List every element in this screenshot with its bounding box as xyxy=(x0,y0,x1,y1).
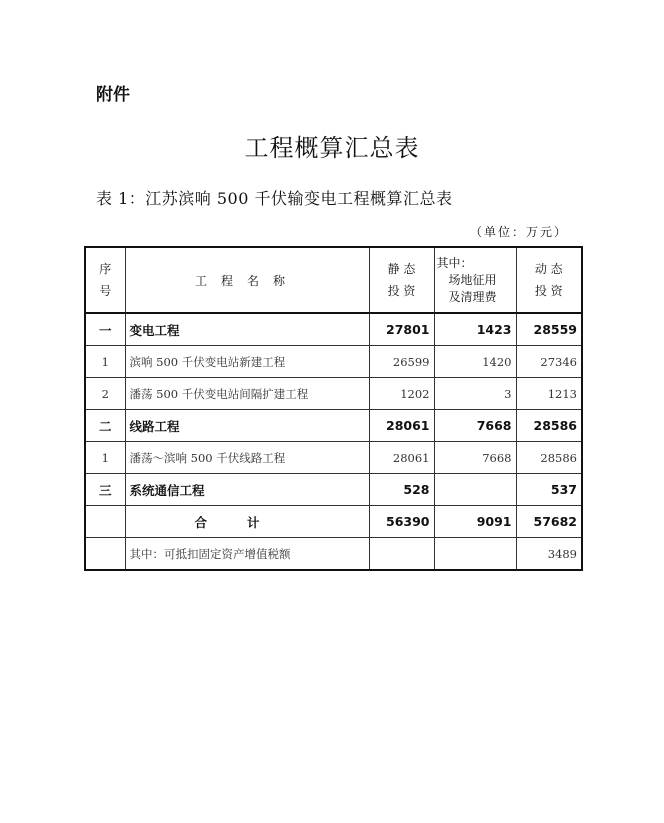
header-seq-line1: 序 xyxy=(99,262,112,276)
header-static xyxy=(369,247,434,313)
total-seq-empty xyxy=(85,506,125,538)
row-seq: 三 xyxy=(85,474,125,506)
row-seq: 1 xyxy=(85,346,125,378)
row-seq: 二 xyxy=(85,410,125,442)
header-land-fee-line1: 其中： xyxy=(436,255,473,270)
table-header-row xyxy=(85,247,582,313)
row-land-fee: 7668 xyxy=(434,410,516,442)
row-name: 潘荡～滨响 500 千伏线路工程 xyxy=(125,442,369,474)
row-dynamic: 28586 xyxy=(516,442,582,474)
total-land-fee: 9091 xyxy=(434,506,516,538)
row-seq: 一 xyxy=(85,313,125,346)
row-static: 28061 xyxy=(369,442,434,474)
row-dynamic: 27346 xyxy=(516,346,582,378)
table-row xyxy=(85,313,582,346)
table-row xyxy=(85,474,582,506)
header-dynamic xyxy=(516,247,582,313)
row-static: 1202 xyxy=(369,378,434,410)
vat-static-empty xyxy=(369,538,434,571)
header-static-line1: 静 态 xyxy=(387,262,416,276)
header-static-line2: 投 资 xyxy=(387,284,416,298)
attachment-label: 附件 xyxy=(96,85,130,105)
table-row xyxy=(85,378,582,410)
row-name: 系统通信工程 xyxy=(125,474,369,506)
table-row xyxy=(85,442,582,474)
vat-land-fee-empty xyxy=(434,538,516,571)
row-dynamic: 1213 xyxy=(516,378,582,410)
row-static: 26599 xyxy=(369,346,434,378)
row-land-fee: 3 xyxy=(434,378,516,410)
total-dynamic: 57682 xyxy=(516,506,582,538)
row-seq: 2 xyxy=(85,378,125,410)
document-title: 工程概算汇总表 xyxy=(244,134,420,162)
row-name: 滨响 500 千伏变电站新建工程 xyxy=(125,346,369,378)
total-static: 56390 xyxy=(369,506,434,538)
header-seq-line2: 号 xyxy=(99,284,112,298)
row-seq: 1 xyxy=(85,442,125,474)
table-caption: 表 1：江苏滨响 500 千伏输变电工程概算汇总表 xyxy=(96,189,453,208)
row-name: 潘荡 500 千伏变电站间隔扩建工程 xyxy=(125,378,369,410)
summary-table xyxy=(84,246,583,571)
unit-note: （单位：万元） xyxy=(470,225,569,239)
vat-note-row xyxy=(85,538,582,571)
row-static: 528 xyxy=(369,474,434,506)
row-dynamic: 537 xyxy=(516,474,582,506)
header-name: 工程名称 xyxy=(125,247,369,313)
header-land-fee-line3: 及清理费 xyxy=(448,289,497,304)
total-row xyxy=(85,506,582,538)
row-land-fee: 7668 xyxy=(434,442,516,474)
row-land-fee: 1423 xyxy=(434,313,516,346)
header-seq xyxy=(85,247,125,313)
table-row xyxy=(85,346,582,378)
header-dynamic-line2: 投 资 xyxy=(534,284,563,298)
header-dynamic-line1: 动 态 xyxy=(534,262,563,276)
vat-note-label: 其中：可抵扣固定资产增值税额 xyxy=(125,538,369,571)
row-name: 变电工程 xyxy=(125,313,369,346)
row-name: 线路工程 xyxy=(125,410,369,442)
total-label: 合计 xyxy=(125,506,369,538)
row-static: 28061 xyxy=(369,410,434,442)
vat-seq-empty xyxy=(85,538,125,571)
row-land-fee xyxy=(434,474,516,506)
row-dynamic: 28586 xyxy=(516,410,582,442)
table-row xyxy=(85,410,582,442)
header-land-fee-line2: 场地征用 xyxy=(448,272,497,287)
header-land-fee xyxy=(434,247,516,313)
row-dynamic: 28559 xyxy=(516,313,582,346)
row-land-fee: 1420 xyxy=(434,346,516,378)
row-static: 27801 xyxy=(369,313,434,346)
vat-note-dynamic: 3489 xyxy=(516,538,582,571)
